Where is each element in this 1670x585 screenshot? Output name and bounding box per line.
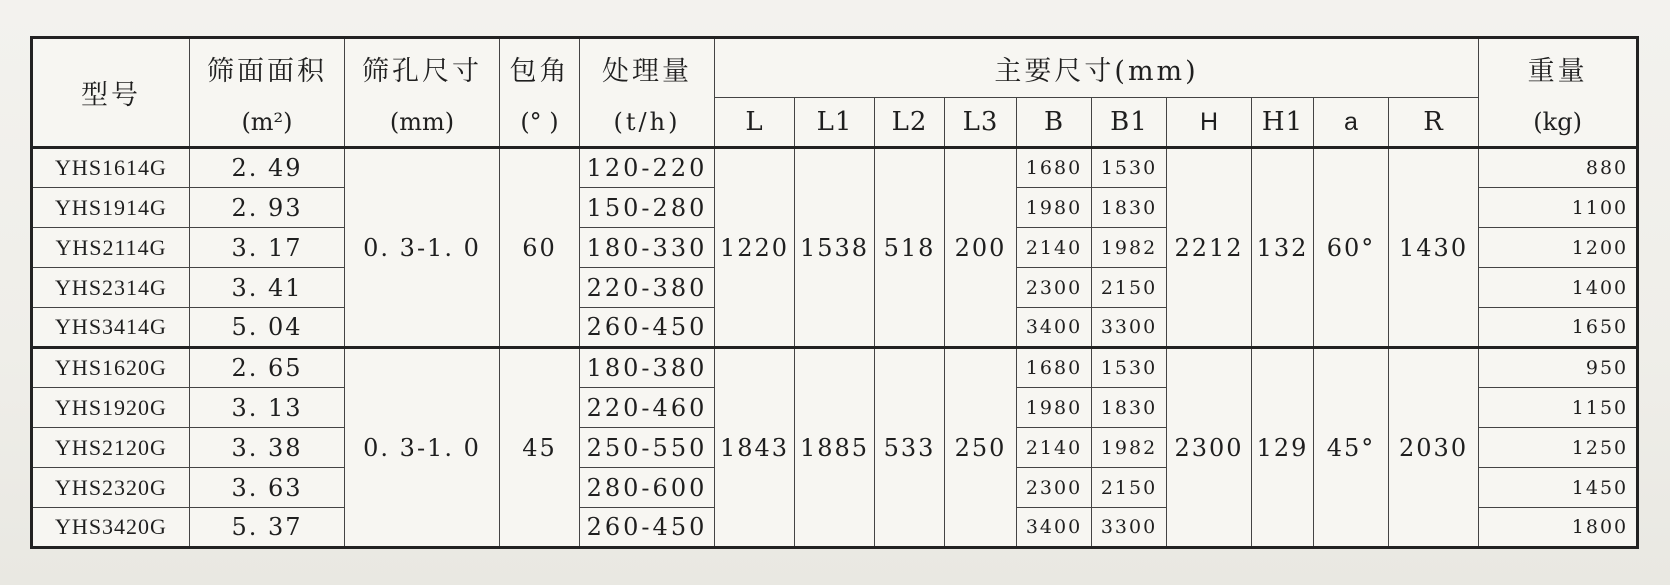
- screen-area-value: 2. 65: [231, 354, 303, 382]
- header-aperture-unit: [345, 98, 500, 148]
- header-weight-unit: [1479, 98, 1638, 148]
- cell-model: [32, 228, 190, 268]
- dim-B-value: 2140: [1025, 236, 1083, 259]
- dim-H1-value: 132: [1256, 233, 1309, 262]
- dim-B1-value: 1982: [1100, 236, 1158, 259]
- screen-area-value: 3. 63: [231, 473, 303, 502]
- cell-dim-L1: [795, 348, 875, 548]
- cell-dim-L2: [875, 348, 945, 548]
- weight-value: 1800: [1571, 516, 1629, 538]
- header-model: [32, 38, 190, 148]
- model-value: YHS2320G: [55, 474, 167, 500]
- cell-dim-B1: [1092, 388, 1167, 428]
- cell-weight: [1479, 468, 1638, 508]
- capacity-value: 260-450: [586, 313, 708, 341]
- dim-B1-value: 1530: [1100, 157, 1158, 179]
- dim-L2-value: 518: [883, 233, 936, 262]
- cell-dim-B1: [1092, 468, 1167, 508]
- header-row-1: [32, 38, 1638, 98]
- cell-dim-B1: [1092, 308, 1167, 348]
- dim-L-value: 1843: [719, 433, 790, 462]
- cell-model: [32, 308, 190, 348]
- dim-B1-value: 2150: [1100, 276, 1158, 299]
- cell-dim-B: [1017, 468, 1092, 508]
- dim-B1-value: 3300: [1100, 516, 1158, 538]
- dim-B-value: 3400: [1025, 316, 1083, 338]
- cell-model: [32, 348, 190, 388]
- dim-label: H: [1199, 107, 1219, 136]
- header-dim-L1: [795, 98, 875, 148]
- cell-dim-B: [1017, 148, 1092, 188]
- header-wrap-angle-unit: [500, 98, 580, 148]
- cell-dim-L2: [875, 148, 945, 348]
- screen-area-value: 5. 37: [231, 513, 303, 541]
- cell-aperture: [345, 148, 500, 348]
- header-capacity-label: 处理量: [602, 55, 692, 87]
- dim-a-value: 60°: [1326, 233, 1376, 262]
- dim-B-value: 2300: [1025, 276, 1083, 299]
- cell-dim-B1: [1092, 268, 1167, 308]
- header-dim-L: [715, 98, 795, 148]
- cell-screen-area: [190, 308, 345, 348]
- dim-B1-value: 1530: [1100, 357, 1158, 379]
- capacity-value: 260-450: [586, 513, 708, 541]
- header-screen-area: [190, 38, 345, 98]
- table-body: [32, 148, 1638, 548]
- table-row: [32, 348, 1638, 388]
- cell-dim-R: [1389, 148, 1479, 348]
- capacity-value: 150-280: [586, 193, 708, 222]
- cell-screen-area: [190, 468, 345, 508]
- capacity-value: 180-330: [586, 233, 708, 262]
- cell-weight: [1479, 228, 1638, 268]
- cell-dim-a: [1314, 148, 1389, 348]
- dim-B-value: 1680: [1025, 157, 1083, 179]
- model-value: YHS1614G: [55, 155, 167, 180]
- cell-wrap-angle: [500, 348, 580, 548]
- cell-dim-B: [1017, 268, 1092, 308]
- cell-dim-B1: [1092, 508, 1167, 548]
- header-screen-area-label: 筛面面积: [207, 55, 327, 87]
- cell-dim-B1: [1092, 348, 1167, 388]
- wrap-angle-value: 45: [522, 433, 557, 462]
- cell-screen-area: [190, 388, 345, 428]
- dim-B-value: 1980: [1025, 396, 1083, 419]
- capacity-value: 120-220: [586, 154, 708, 182]
- cell-dim-H: [1167, 148, 1252, 348]
- dim-H-value: 2300: [1174, 433, 1244, 462]
- header-capacity-unit: [580, 98, 715, 148]
- aperture-value: 0. 3-1. 0: [363, 433, 481, 462]
- cell-weight: [1479, 508, 1638, 548]
- cell-dim-B1: [1092, 188, 1167, 228]
- cell-model: [32, 148, 190, 188]
- spec-table: [30, 36, 1639, 549]
- cell-dim-B: [1017, 228, 1092, 268]
- dim-B-value: 2140: [1025, 436, 1083, 459]
- cell-capacity: [580, 348, 715, 388]
- dim-L2-value: 533: [883, 433, 936, 462]
- weight-value: 1100: [1571, 196, 1629, 219]
- cell-dim-L3: [945, 148, 1017, 348]
- weight-value: 1200: [1571, 236, 1629, 259]
- capacity-value: 180-380: [586, 354, 708, 382]
- cell-dim-B: [1017, 348, 1092, 388]
- dim-B1-value: 1982: [1100, 436, 1158, 459]
- dim-label: H1: [1261, 107, 1304, 137]
- screen-area-value: 2. 49: [231, 154, 303, 182]
- header-row-2: [32, 98, 1638, 148]
- header-aperture: [345, 38, 500, 98]
- cell-weight: [1479, 428, 1638, 468]
- model-value: YHS1920G: [55, 394, 167, 420]
- cell-dim-H1: [1252, 348, 1314, 548]
- dim-label: R: [1423, 107, 1444, 137]
- wrap-angle-value: 60: [522, 233, 557, 262]
- cell-dim-L: [715, 348, 795, 548]
- header-capacity: [580, 38, 715, 98]
- cell-dim-B: [1017, 388, 1092, 428]
- header-dim-H: [1167, 98, 1252, 148]
- screen-area-value: 2. 93: [231, 193, 303, 222]
- cell-capacity: [580, 268, 715, 308]
- header-dim-R: [1389, 98, 1479, 148]
- header-main-dimensions-label: 主要尺寸(mm): [994, 55, 1199, 87]
- header-wrap-angle-label: 包角: [509, 55, 570, 87]
- cell-dim-H: [1167, 348, 1252, 548]
- cell-dim-B1: [1092, 148, 1167, 188]
- cell-dim-R: [1389, 348, 1479, 548]
- screen-area-value: 3. 38: [231, 433, 303, 462]
- dim-B-value: 2300: [1025, 476, 1083, 499]
- capacity-value: 220-460: [586, 393, 708, 422]
- dim-label: L: [745, 107, 764, 137]
- cell-model: [32, 468, 190, 508]
- cell-weight: [1479, 348, 1638, 388]
- screen-area-value: 5. 04: [231, 313, 303, 341]
- cell-weight: [1479, 148, 1638, 188]
- cell-dim-B: [1017, 508, 1092, 548]
- dim-B1-value: 1830: [1100, 196, 1158, 219]
- dim-H1-value: 129: [1256, 433, 1309, 462]
- dim-label: a: [1344, 107, 1358, 136]
- unit-label: (kg): [1533, 107, 1582, 136]
- cell-dim-B: [1017, 308, 1092, 348]
- capacity-value: 220-380: [586, 273, 708, 302]
- cell-dim-L: [715, 148, 795, 348]
- dim-R-value: 2030: [1399, 433, 1469, 462]
- capacity-value: 250-550: [586, 433, 708, 462]
- dim-B1-value: 1830: [1100, 396, 1158, 419]
- cell-dim-B1: [1092, 428, 1167, 468]
- cell-screen-area: [190, 268, 345, 308]
- header-dim-B: [1017, 98, 1092, 148]
- dim-a-value: 45°: [1326, 433, 1376, 462]
- dim-L1-value: 1538: [799, 233, 870, 262]
- cell-weight: [1479, 188, 1638, 228]
- cell-dim-a: [1314, 348, 1389, 548]
- screen-area-value: 3. 17: [231, 233, 303, 262]
- weight-value: 1250: [1571, 436, 1629, 459]
- model-value: YHS2120G: [55, 434, 167, 460]
- cell-screen-area: [190, 188, 345, 228]
- header-dim-L3: [945, 98, 1017, 148]
- dim-B-value: 3400: [1025, 516, 1083, 538]
- weight-value: 1400: [1571, 276, 1629, 299]
- dim-B-value: 1680: [1025, 357, 1083, 379]
- header-weight: [1479, 38, 1638, 98]
- cell-screen-area: [190, 148, 345, 188]
- unit-label: (t/h): [613, 107, 681, 136]
- header-weight-label: 重量: [1527, 55, 1588, 87]
- unit-label: (mm): [389, 107, 455, 136]
- model-value: YHS2314G: [55, 274, 167, 300]
- cell-capacity: [580, 148, 715, 188]
- cell-dim-H1: [1252, 148, 1314, 348]
- cell-screen-area: [190, 508, 345, 548]
- header-aperture-label: 筛孔尺寸: [362, 55, 482, 87]
- dim-L3-value: 200: [954, 233, 1007, 262]
- cell-weight: [1479, 268, 1638, 308]
- cell-screen-area: [190, 348, 345, 388]
- cell-model: [32, 428, 190, 468]
- dim-label: L3: [962, 107, 999, 137]
- screen-area-value: 3. 13: [231, 393, 303, 422]
- header-main-dimensions: [715, 38, 1479, 98]
- cell-capacity: [580, 508, 715, 548]
- cell-capacity: [580, 388, 715, 428]
- model-value: YHS2114G: [55, 234, 167, 260]
- model-value: YHS3414G: [55, 314, 167, 339]
- header-dim-B1: [1092, 98, 1167, 148]
- header-dim-H1: [1252, 98, 1314, 148]
- cell-capacity: [580, 228, 715, 268]
- header-screen-area-unit: [190, 98, 345, 148]
- header-dim-L2: [875, 98, 945, 148]
- dim-R-value: 1430: [1399, 233, 1469, 262]
- weight-value: 950: [1585, 357, 1629, 379]
- model-value: YHS3420G: [55, 514, 167, 539]
- weight-value: 1150: [1571, 396, 1629, 419]
- cell-dim-L1: [795, 148, 875, 348]
- cell-weight: [1479, 308, 1638, 348]
- cell-model: [32, 388, 190, 428]
- cell-capacity: [580, 308, 715, 348]
- dim-H-value: 2212: [1174, 233, 1244, 262]
- dim-L1-value: 1885: [799, 433, 870, 462]
- cell-capacity: [580, 428, 715, 468]
- screen-area-value: 3. 41: [231, 273, 303, 302]
- dim-L3-value: 250: [954, 433, 1007, 462]
- unit-label: (° ): [520, 107, 559, 136]
- cell-weight: [1479, 388, 1638, 428]
- dim-label: B: [1043, 107, 1065, 137]
- dim-B-value: 1980: [1025, 196, 1083, 219]
- dim-L-value: 1220: [719, 233, 790, 262]
- header-wrap-angle: [500, 38, 580, 98]
- cell-capacity: [580, 468, 715, 508]
- unit-label: (m²): [241, 107, 293, 136]
- weight-value: 1650: [1571, 316, 1629, 338]
- cell-capacity: [580, 188, 715, 228]
- cell-model: [32, 508, 190, 548]
- cell-dim-B: [1017, 428, 1092, 468]
- cell-dim-B1: [1092, 228, 1167, 268]
- dim-B1-value: 3300: [1100, 316, 1158, 338]
- cell-screen-area: [190, 228, 345, 268]
- weight-value: 880: [1585, 157, 1629, 179]
- aperture-value: 0. 3-1. 0: [363, 233, 481, 262]
- cell-model: [32, 188, 190, 228]
- cell-wrap-angle: [500, 148, 580, 348]
- dim-B1-value: 2150: [1100, 476, 1158, 499]
- header-dim-a: [1314, 98, 1389, 148]
- table-row: [32, 148, 1638, 188]
- header-model-label: 型号: [81, 80, 141, 111]
- dim-label: L1: [816, 107, 853, 137]
- cell-aperture: [345, 348, 500, 548]
- cell-dim-B: [1017, 188, 1092, 228]
- cell-screen-area: [190, 428, 345, 468]
- model-value: YHS1914G: [55, 194, 167, 220]
- dim-label: B1: [1110, 107, 1148, 137]
- weight-value: 1450: [1571, 476, 1629, 499]
- capacity-value: 280-600: [586, 473, 708, 502]
- cell-model: [32, 268, 190, 308]
- dim-label: L2: [891, 107, 928, 137]
- model-value: YHS1620G: [55, 355, 167, 380]
- cell-dim-L3: [945, 348, 1017, 548]
